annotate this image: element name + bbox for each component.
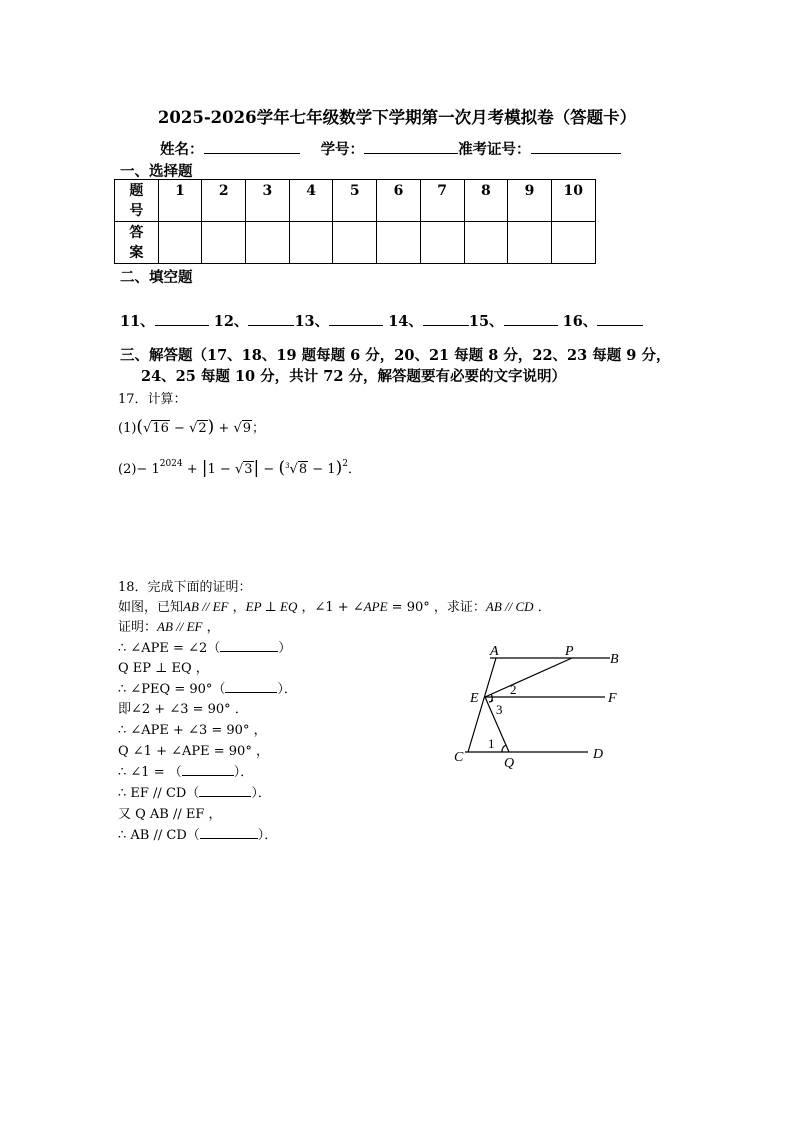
row-label-number: 题 号 [115,180,159,222]
fill-blank-12[interactable] [248,311,294,326]
label-e: E [470,691,479,706]
label-angle-3: 3 [496,702,503,717]
answer-table [114,179,596,264]
fill-label-16: 16、 [562,313,598,330]
q18-line-1-ape: Q ∠1 + ∠APE = 90° ， [118,744,269,759]
page-title: 2025-2026学年七年级数学下学期第一次月考模拟卷（答题卡） [157,108,637,127]
fill-blank-15[interactable] [504,311,558,326]
row-label-answer: 答 案 [115,222,159,264]
angle-arc-3 [489,700,493,702]
q17-label: 17．计算： [118,392,187,407]
proof-blank-2[interactable] [225,680,277,693]
exam-id-blank[interactable] [531,139,621,154]
answer-cell-2[interactable] [202,222,246,264]
line-ep [485,658,572,697]
proof-blank-5[interactable] [200,826,258,839]
answer-cell-9[interactable] [508,222,552,264]
label-a: A [490,644,499,659]
student-id-blank[interactable] [364,139,458,154]
section2-heading: 二、填空题 [120,269,193,286]
q18-given: 如图，已知AB // EF ，EP ⊥ EQ ，∠1 + ∠APE = 90° ，求证：AB // CD ． [118,599,551,615]
q18-line-ab-ef: 又 Q AB // EF ， [118,807,222,822]
q18-line-2-3: 即∠2 + ∠3 = 90° ． [118,702,248,717]
q18-label: 18．完成下面的证明： [118,580,252,595]
q18-line-ef-cd: ∴ EF // CD（ ）． [118,786,271,801]
answer-cell-5[interactable] [333,222,377,264]
q18-line-ep-eq: Q EP ⊥ EQ ， [118,661,209,676]
q18-line-ab-cd: ∴ AB // CD（ ）． [118,828,278,843]
answer-table-answer-row [115,222,596,264]
proof-blank-1[interactable] [220,639,278,652]
section1-heading: 一、选择题 [120,163,193,180]
q18-proof-start: 证明：AB // EF ， [118,619,220,635]
student-id-label: 学号： [320,141,365,158]
q17-part1: (1)(√16 − √2) + √9； [118,417,266,437]
question-number-2: 2 [202,180,246,222]
fill-blank-line [120,310,643,331]
q18-line-angle1: ∴ ∠1 = （ ）． [118,765,254,780]
answer-cell-7[interactable] [420,222,464,264]
geometry-figure [440,636,630,776]
fill-blank-14[interactable] [423,311,469,326]
question-number-4: 4 [289,180,333,222]
answer-cell-6[interactable] [377,222,421,264]
question-number-7: 7 [420,180,464,222]
answer-cell-8[interactable] [464,222,508,264]
section3-heading-line2: 24、25 每题 10 分，共计 72 分，解答题要有必要的文字说明） [141,368,566,385]
q18-line-ape-3: ∴ ∠APE + ∠3 = 90° ， [118,723,267,738]
exam-id-label: 准考证号： [458,141,531,158]
q18-line-peq: ∴ ∠PEQ = 90°（ ）． [118,682,297,697]
student-info-line [160,138,621,159]
name-blank[interactable] [204,139,300,154]
section3-heading [120,345,670,387]
question-number-3: 3 [246,180,290,222]
label-c: C [454,750,464,765]
answer-table-number-row [115,180,596,222]
question-number-1: 1 [158,180,202,222]
answer-cell-1[interactable] [158,222,202,264]
fill-blank-13[interactable] [329,311,383,326]
proof-blank-4[interactable] [199,784,251,797]
label-angle-2: 2 [510,682,517,697]
answer-cell-4[interactable] [289,222,333,264]
answer-cell-3[interactable] [246,222,290,264]
question-number-5: 5 [333,180,377,222]
name-label: 姓名： [160,141,204,158]
q18-line-ape-2: ∴ ∠APE = ∠2（ ） [118,641,292,656]
question-number-6: 6 [377,180,421,222]
question-number-10: 10 [551,180,595,222]
section3-heading-line1: 三、解答题（17、18、19 题每题 6 分，20、21 每题 8 分，22、23 每题 9 分， [120,347,671,364]
q17-part2: $(2)- 1^{2024} + |1 - √3| - (^3√8 - 1)^2$． [118,458,361,478]
question-number-8: 8 [464,180,508,222]
fill-label-15: 15、 [468,313,504,330]
fill-label-12: 12、 [213,313,249,330]
fill-label-11: 11、 [120,313,155,330]
label-q: Q [504,756,515,771]
fill-label-14: 14、 [388,313,423,330]
label-b: B [610,652,619,667]
label-p: P [565,644,574,659]
proof-blank-3[interactable] [182,763,234,776]
label-f: F [608,691,617,706]
label-d: D [593,747,604,762]
fill-blank-16[interactable] [597,311,643,326]
label-angle-1: 1 [488,736,495,751]
fill-label-13: 13、 [294,313,330,330]
fill-blank-11[interactable] [155,311,209,326]
question-number-9: 9 [508,180,552,222]
angle-arc-1 [502,745,506,752]
answer-cell-10[interactable] [551,222,595,264]
